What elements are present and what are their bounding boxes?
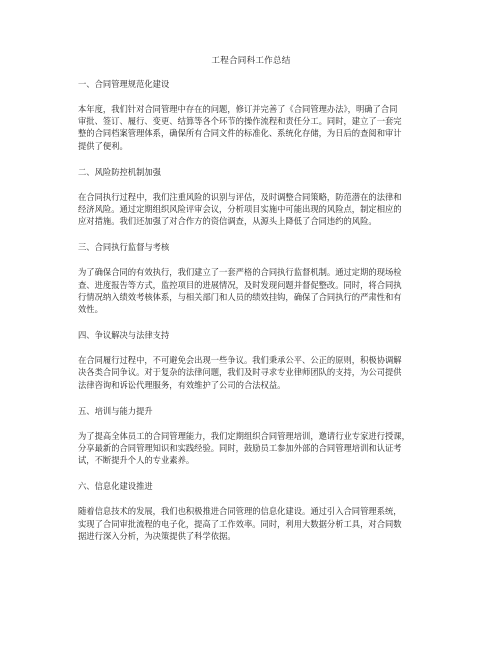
section-paragraph [78,191,428,228]
document-body [78,78,428,556]
section-paragraph [78,354,428,391]
paragraph-line: 为了确保合同的有效执行，我们建立了一套严格的合同执行监督机制。通过定期的现场检 [78,267,402,278]
document-title: 工程合同科工作总结 [211,56,291,66]
section-heading: 四、争议解决与法律支持 [78,330,170,341]
section-paragraph [78,430,428,467]
section-5 [78,405,428,467]
section-heading: 一、合同管理规范化建设 [78,79,170,89]
paragraph-line: 随着信息技术的发展，我们也积极推进合同管理的信息化建设。通过引入合同管理系统， [78,506,402,517]
section-heading: 五、培训与能力提升 [78,405,153,416]
paragraph-line: 据进行深入分析，为决策提供了科学依据。 [78,530,236,541]
section-heading: 六、信息化建设推进 [78,481,153,492]
section-paragraph [78,505,428,542]
paragraph-line: 分享最新的合同管理知识和实践经验。同时，鼓励员工参加外部的合同管理培训和认证考 [78,443,402,454]
section-heading: 三、合同执行监督与考核 [78,242,170,253]
paragraph-line: 在合同履行过程中，不可避免会出现一些争议。我们秉承公平、公正的原则，积极协调解 [78,355,402,366]
paragraph-line: 整的合同档案管理体系，确保所有合同文件的标准化、系统化存储，为日后的查阅和审计 [78,128,402,139]
section-2 [78,166,428,228]
paragraph-line: 法律咨询和诉讼代理服务，有效维护了公司的合法权益。 [78,379,286,390]
section-4 [78,329,428,391]
paragraph-line: 试，不断提升个人的专业素养。 [78,455,195,466]
paragraph-line: 经济风险。通过定期组织风险评审会议，分析项目实施中可能出现的风险点，制定相应的 [78,204,402,215]
paragraph-line: 本年度，我们针对合同管理中存在的问题，修订并完善了《合同管理办法》，明确了合同 [78,104,398,114]
paragraph-line: 效性。 [78,304,103,315]
section-paragraph [78,266,428,315]
section-heading: 二、风险防控机制加强 [78,166,161,177]
paragraph-line: 查、进度报告等方式，监控项目的进展情况，及时发现问题并督促整改。同时，将合同执 [78,279,402,290]
paragraph-line: 决各类合同争议。对于复杂的法律问题，我们及时寻求专业律师团队的支持，为公司提供 [78,367,402,378]
section-1 [78,78,428,152]
paragraph-line: 应对措施。我们还加强了对合作方的资信调查，从源头上降低了合同违约的风险。 [78,216,377,227]
paragraph-line: 审批、签订、履行、变更、结算等各个环节的操作流程和责任分工。同时，建立了一套完 [78,116,402,127]
paragraph-line: 提供了便利。 [78,140,128,151]
paragraph-line: 行情况纳入绩效考核体系，与相关部门和人员的绩效挂钩，确保了合同执行的严肃性和有 [78,291,402,302]
section-6 [78,480,428,542]
section-3 [78,241,428,315]
paragraph-line: 实现了合同审批流程的电子化，提高了工作效率。同时，利用大数据分析工具，对合同数 [78,518,402,529]
paragraph-line: 为了提高全体员工的合同管理能力，我们定期组织合同管理培训，邀请行业专家进行授课， [78,430,410,441]
section-paragraph [78,103,428,152]
paragraph-line: 在合同执行过程中，我们注重风险的识别与评估，及时调整合同策略，防范潜在的法律和 [78,191,402,202]
